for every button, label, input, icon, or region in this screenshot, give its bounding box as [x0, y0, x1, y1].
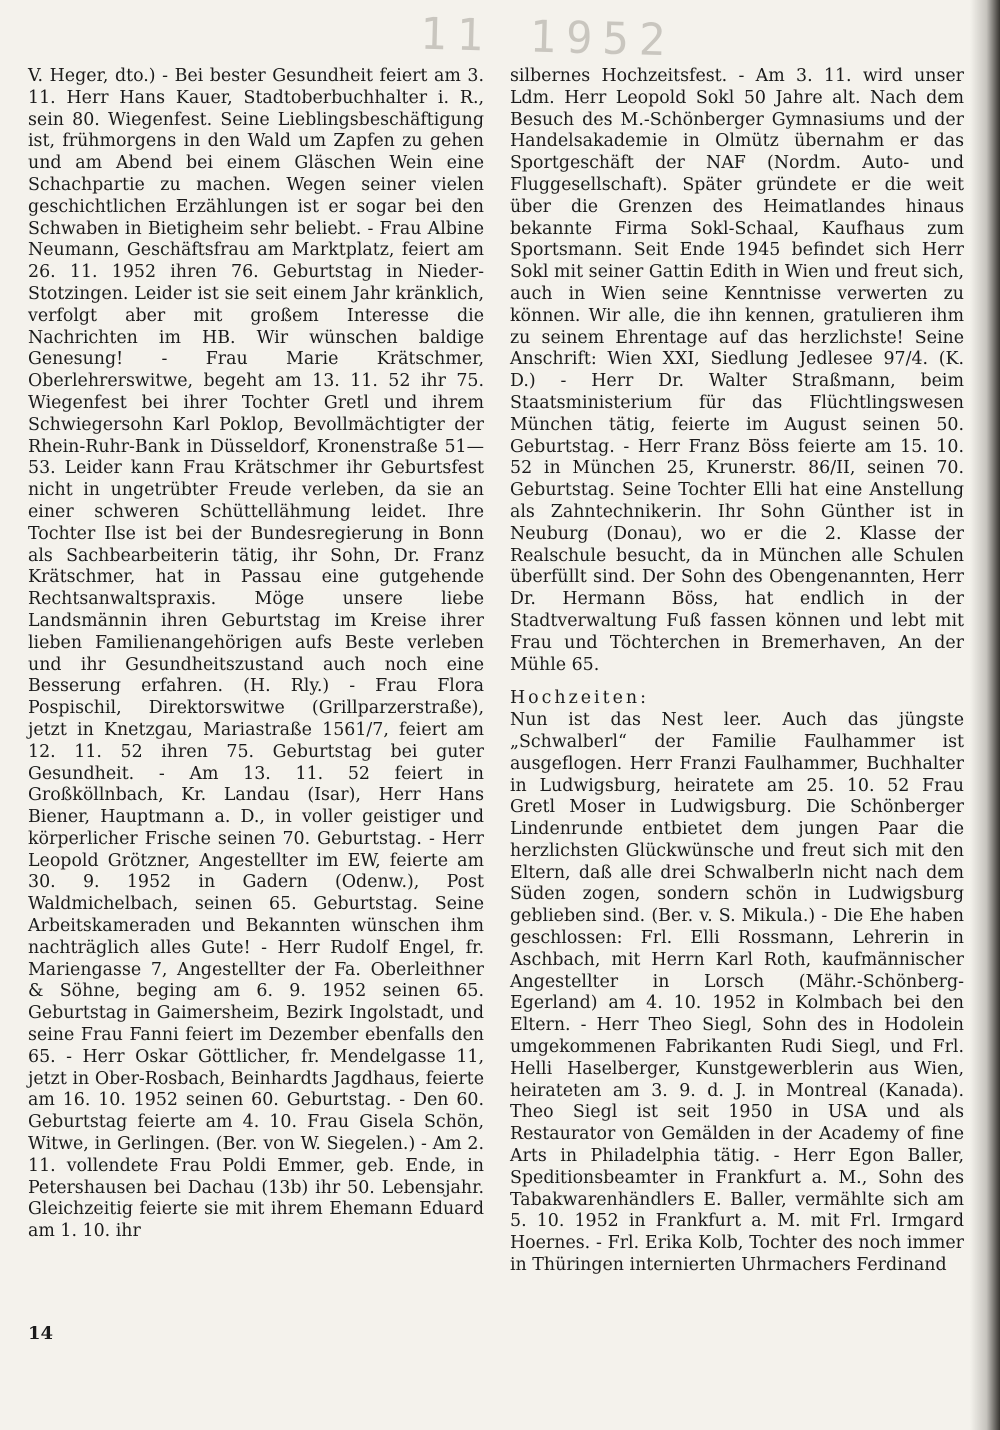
right-column-paragraph-1: silbernes Hochzeitsfest. - Am 3. 11. wird unser Ldm. Herr Leopold Sokl 50 Jahre alt. Nach dem Besuch des M.-Schönberger Gymnasiums und der Handelsakademie in Olmütz übernahm er das Sportgeschäft der NAF (Nordm. Auto- und Fluggesellschaft). Später gründete er die weit über die Grenzen des Heimatlandes hinaus bekannte Firma Sokl-Schaal, Kaufhaus zum Sportsmann. Seit Ende 1945 befindet sich Herr Sokl mit seiner Gattin Edith in Wien und freut sich, auch in Wien seine Kenntnisse verwerten zu können. Wir alle, die ihn kennen, gratulieren ihm zu seinem Ehrentage auf das herzlichste! Seine Anschrift: Wien XXI, Siedlung Jedlesee 97/4. (K. D.) - Herr Dr. Walter Straßmann, beim Staatsministerium für das Flüchtlingswesen München tätig, feierte im August seinen 50. Geburtstag. - Herr Franz Böss feierte am 15. 10. 52 in München 25, Krunerstr. 86/II, seinen 70. Geburtstag. Seine Tochter Elli hat eine Anstellung als Zahntechnikerin. Ihr Sohn Günther ist in Neuburg (Donau), wo er die 2. Klasse der Realschule besucht, da in München alle Schulen überfüllt sind. Der Sohn des Obengenannten, Herr Dr. Hermann Böss, hat endlich in der Stadtverwaltung Fuß fassen können und lebt mit Frau und Töchterchen in Bremerhaven, An der Mühle 65.: [510, 66, 964, 675]
left-column-text: V. Heger, dto.) - Bei bester Gesundheit feiert am 3. 11. Herr Hans Kauer, Stadtoberbuchhalter i. R., sein 80. Wiegenfest. Seine Lieblingsbeschäftigung ist, frühmorgens in den Wald um Zapfen zu gehen und am Abend bei einem Gläschen Wein eine Schachpartie zu machen. Wegen seiner vielen geschichtlichen Erzählungen ist er sogar bei den Schwaben in Bietigheim sehr beliebt. - Frau Albine Neumann, Geschäftsfrau am Marktplatz, feiert am 26. 11. 1952 ihren 76. Geburtstag in Nieder-Stotzingen. Leider ist sie seit einem Jahr kränklich, verfolgt aber mit großem Interesse die Nachrichten im HB. Wir wünschen baldige Genesung! - Frau Marie Krätschmer, Oberlehrerswitwe, begeht am 13. 11. 52 ihr 75. Wiegenfest bei ihrer Tochter Gretl und ihrem Schwiegersohn Karl Poklop, Bevollmächtigter der Rhein-Ruhr-Bank in Düsseldorf, Kronenstraße 51—53. Leider kann Frau Krätschmer ihr Geburtsfest nicht in ungetrübter Freude verleben, da sie an einer schweren Schüttellähmung leidet. Ihre Tochter Ilse ist bei der Bundesregierung in Bonn als Sachbearbeiterin tätig, ihr Sohn, Dr. Franz Krätschmer, hat in Passau eine gutgehende Rechtsanwaltspraxis. Möge unsere liebe Landsmännin ihren Geburtstag im Kreise ihrer lieben Familienangehörigen aufs Beste verleben und ihr Gesundheitszustand auch noch eine Besserung erfahren. (H. Rly.) - Frau Flora Pospischil, Direktorswitwe (Grillparzerstraße), jetzt in Knetzgau, Mariastraße 1561/7, feiert am 12. 11. 52 ihren 75. Geburtstag bei guter Gesundheit. - Am 13. 11. 52 feiert in Großköllnbach, Kr. Landau (Isar), Herr Hans Biener, Hauptmann a. D., in voller geistiger und körperlicher Frische seinen 70. Geburtstag. - Herr Leopold Grötzner, Angestellter im EW, feierte am 30. 9. 1952 in Gadern (Odenw.), Post Waldmichelbach, seinen 65. Geburtstag. Seine Arbeitskameraden und Bekannten wünschen ihm nachträglich alles Gute! - Herr Rudolf Engel, fr. Mariengasse 7, Angestellter der Fa. Oberleithner & Söhne, beging am 6. 9. 1952 seinen 65. Geburtstag in Gaimersheim, Bezirk Ingolstadt, und seine Frau Fanni feiert im Dezember ebenfalls den 65. - Herr Oskar Göttlicher, fr. Mendelgasse 11, jetzt in Ober-Rosbach, Beinhardts Jagdhaus, feierte am 16. 10. 1952 seinen 60. Geburtstag. - Den 60. Geburtstag feierte am 4. 10. Frau Gisela Schön, Witwe, in Gerlingen. (Ber. von W. Siegelen.) - Am 2. 11. vollendete Frau Poldi Emmer, geb. Ende, in Petershausen bei Dachau (13b) ihr 50. Lebensjahr. Gleichzeitig feierte sie mit ihrem Ehemann Eduard am 1. 10. ihr: [28, 66, 484, 1242]
right-column: [510, 66, 964, 1277]
date-stamp: 11 1952: [419, 8, 677, 67]
page-number: 14: [28, 1323, 54, 1344]
binding-shadow: [970, 0, 1000, 1430]
right-column-paragraph-2: Nun ist das Nest leer. Auch das jüngste „Schwalberl“ der Familie Faulhammer ist ausgeflogen. Herr Franzi Faulhammer, Buchhalter in Ludwigsburg, heiratete am 25. 10. 52 Frau Gretl Moser in Ludwigsburg. Die Schönberger Lindenrunde entbietet dem jungen Paar die herzlichsten Glückwünsche und freut sich mit den Eltern, daß alle drei Schwalberln nicht nach dem Süden zogen, sondern schön in Ludwigsburg geblieben sind. (Ber. v. S. Mikula.) - Die Ehe haben geschlossen: Frl. Elli Rossmann, Lehrerin in Aschbach, mit Herrn Karl Roth, kaufmännischer Angestellter in Lorsch (Mähr.-Schönberg-Egerland) am 4. 10. 1952 in Kolmbach bei den Eltern. - Herr Theo Siegl, Sohn des in Hodolein umgekommenen Fabrikanten Rudi Siegl, und Frl. Helli Haselberger, Kunstgewerblerin aus Wien, heirateten am 3. 9. d. J. in Montreal (Kanada). Theo Siegl ist seit 1950 in USA und als Restaurator von Gemälden in der Academy of fine Arts in Philadelphia tätig. - Herr Egon Baller, Speditionsbeamter in Frankfurt a. M., Sohn des Tabakwarenhändlers E. Baller, vermählte sich am 5. 10. 1952 in Frankfurt a. M. mit Frl. Irmgard Hoernes. - Frl. Erika Kolb, Tochter des noch immer in Thüringen internierten Uhrmachers Ferdinand: [510, 710, 964, 1276]
section-heading-weddings: Hochzeiten:: [510, 688, 649, 709]
left-column: [28, 66, 484, 1243]
